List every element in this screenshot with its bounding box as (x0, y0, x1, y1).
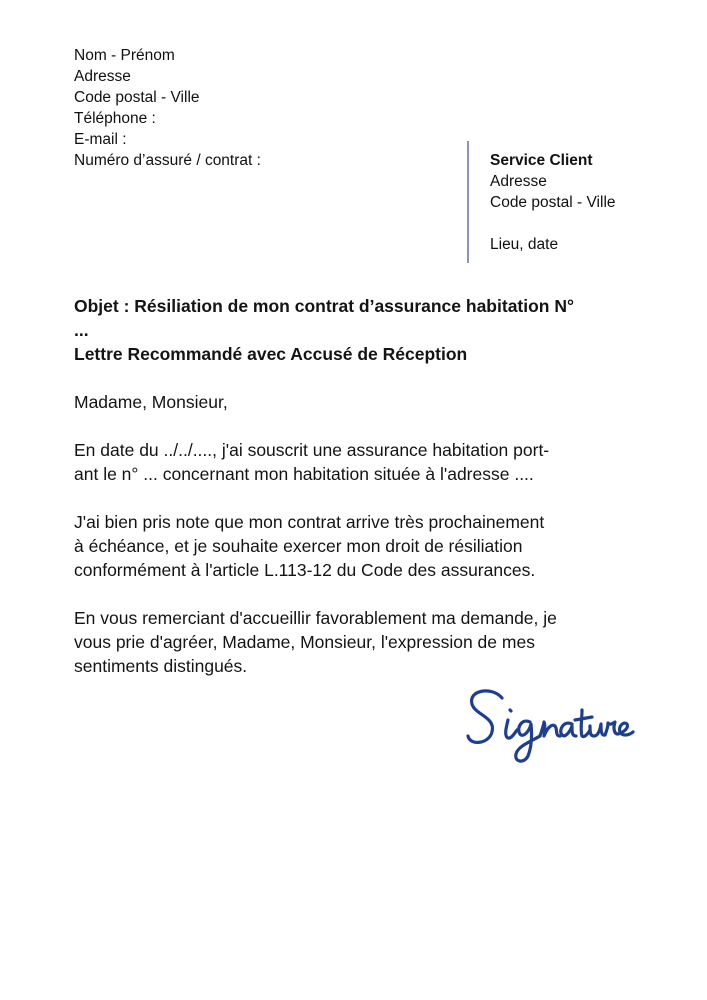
paragraph-line: vous prie d'agréer, Madame, Monsieur, l'expression de mes (74, 632, 535, 652)
recipient-spacer (490, 213, 616, 234)
place-date: Lieu, date (490, 236, 559, 253)
registered-mail-notice: Lettre Recommandé avec Accusé de Réception (74, 344, 468, 364)
salutation (74, 390, 649, 414)
recipient-name: Service Client (490, 152, 593, 169)
sender-city: Code postal - Ville (74, 89, 200, 106)
signature-strokes (468, 691, 633, 761)
paragraph-line: à échéance, et je souhaite exercer mon droit de résiliation (74, 536, 523, 556)
sender-email: E-mail : (74, 131, 127, 148)
handwritten-signature (462, 684, 637, 768)
subject-line: Objet : Résiliation de mon contrat d’assurance habitation N° (74, 296, 574, 316)
paragraph-line: sentiments distingués. (74, 656, 248, 676)
paragraph-line: En date du ../../...., j'ai souscrit une assurance habitation port- (74, 440, 550, 460)
recipient-city: Code postal - Ville (490, 194, 616, 211)
sender-block (74, 45, 261, 171)
recipient-block (490, 150, 616, 255)
paragraph-line: ant le n° ... concernant mon habitation située à l'adresse .... (74, 464, 534, 484)
subject-block (74, 294, 644, 366)
salutation-text: Madame, Monsieur, (74, 392, 228, 412)
subject-contract-placeholder: ... (74, 320, 89, 340)
sender-name: Nom - Prénom (74, 47, 175, 64)
sender-phone: Téléphone : (74, 110, 156, 127)
recipient-address: Adresse (490, 173, 547, 190)
paragraph-subscription (74, 438, 649, 486)
recipient-divider (467, 141, 469, 263)
sender-contract-number: Numéro d’assuré / contrat : (74, 152, 261, 169)
paragraph-line: J'ai bien pris note que mon contrat arrive très prochainement (74, 512, 545, 532)
sender-address: Adresse (74, 68, 131, 85)
paragraph-termination (74, 510, 649, 582)
closing-formula (74, 606, 649, 678)
paragraph-line: En vous remerciant d'accueillir favorablement ma demande, je (74, 608, 557, 628)
letter-body (74, 390, 649, 702)
paragraph-line: conformément à l'article L.113-12 du Code des assurances. (74, 560, 536, 580)
